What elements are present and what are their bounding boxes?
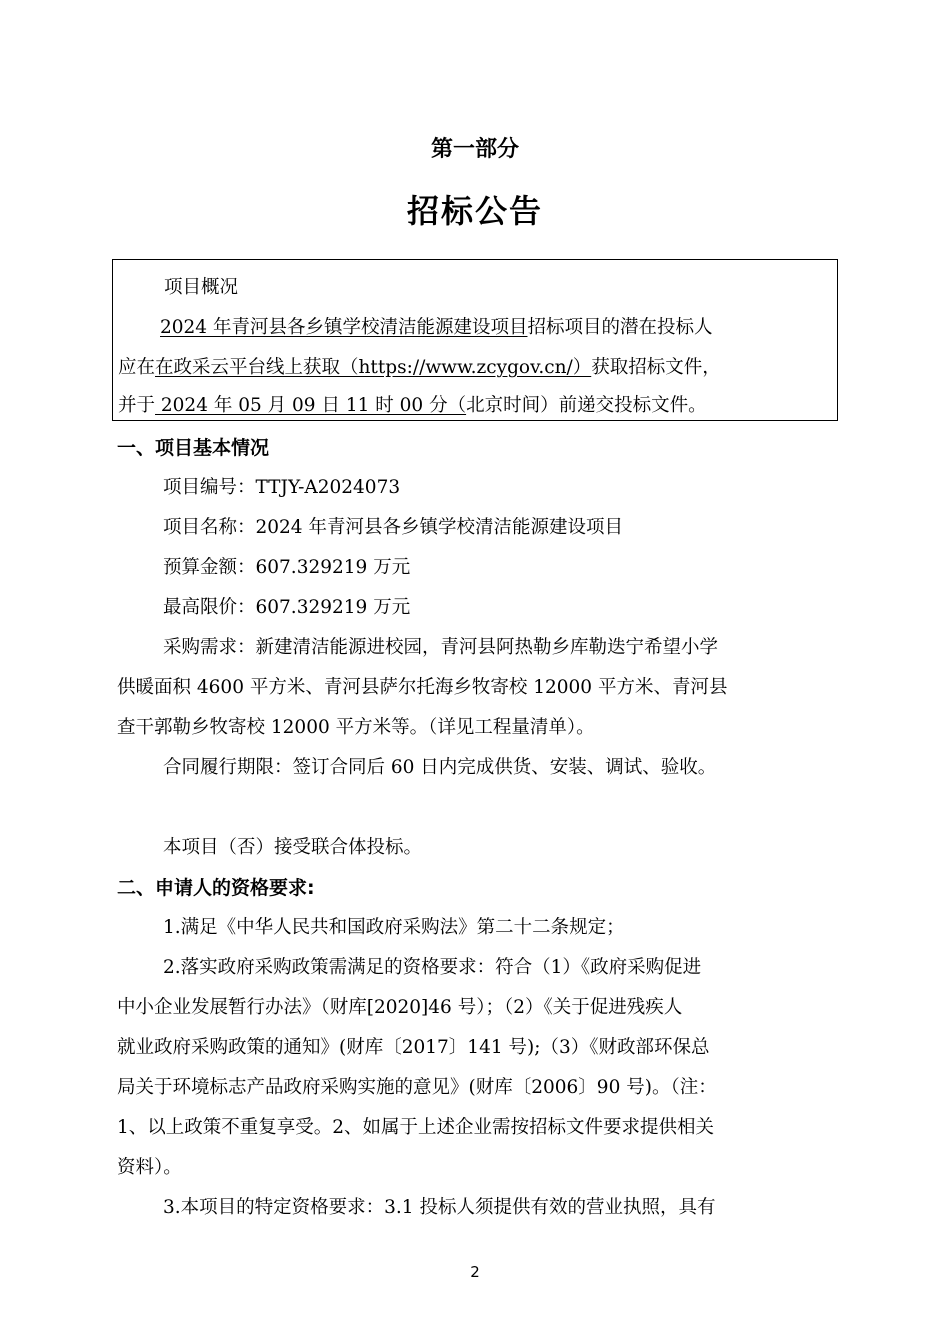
requirement-line-2: 供暖面积 4600 平方米、青河县萨尔托海乡牧寄校 12000 平方米、青河县 <box>117 677 728 698</box>
platform-link[interactable]: 在政采云平台线上获取（https://www.zcygov.cn/） <box>155 357 592 378</box>
qualification-item-2-line-3: 就业政府采购政策的通知》(财库〔2017〕141 号);（3）《财政部环保总 <box>117 1037 710 1058</box>
overview-text: 获取招标文件， <box>591 357 721 378</box>
qualification-item-2-line-4: 局关于环境标志产品政府采购实施的意见》(财库〔2006〕90 号)。（注： <box>117 1077 717 1098</box>
project-name: 项目名称：2024 年青河县各乡镇学校清洁能源建设项目 <box>163 517 623 538</box>
deadline-underlined: 2024 年 05 月 09 日 11 时 00 分（ <box>155 395 467 416</box>
overview-paragraph-line-2 <box>118 356 721 380</box>
document-title: 招标公告 <box>406 192 543 230</box>
qualification-item-2-line-2: 中小企业发展暂行办法》（财库[2020]46 号）；（2）《关于促进残疾人 <box>117 997 683 1018</box>
section-2-heading: 二、申请人的资格要求: <box>117 877 315 899</box>
qualification-item-2-line-5: 1、以上政策不重复享受。2、如属于上述企业需按招标文件要求提供相关 <box>117 1117 715 1138</box>
qualification-item-2-line-1: 2.落实政府采购政策需满足的资格要求：符合（1）《政府采购促进 <box>163 957 702 978</box>
overview-text: 应在 <box>118 357 156 378</box>
requirement-line-1: 采购需求：新建清洁能源进校园，青河县阿热勒乡库勒迭宁希望小学 <box>163 637 719 658</box>
budget-amount: 预算金额：607.329219 万元 <box>163 557 411 578</box>
section-1-heading: 一、项目基本情况 <box>117 437 270 459</box>
contract-period: 合同履行期限：签订合同后 60 日内完成供货、安装、调试、验收。 <box>163 757 717 778</box>
overview-paragraph-line-1 <box>160 316 712 340</box>
part-label: 第一部分 <box>430 137 519 162</box>
project-overview-box <box>112 259 838 421</box>
overview-text: 并于 <box>118 395 156 416</box>
page-number: 2 <box>470 1263 480 1281</box>
consortium-statement: 本项目（否）接受联合体投标。 <box>163 837 423 858</box>
overview-text: 北京时间）前递交投标文件。 <box>466 395 707 416</box>
overview-text: 招标项目的潜在投标人 <box>527 317 713 338</box>
qualification-item-1: 1.满足《中华人民共和国政府采购法》第二十二条规定； <box>163 917 625 938</box>
overview-paragraph-line-3 <box>118 394 707 418</box>
project-code: 项目编号：TTJY-A2024073 <box>163 477 401 498</box>
overview-heading: 项目概况 <box>164 277 239 298</box>
requirement-line-3: 查干郭勒乡牧寄校 12000 平方米等。（详见工程量清单）。 <box>117 717 595 738</box>
max-price: 最高限价：607.329219 万元 <box>163 597 411 618</box>
project-name-underlined: 2024 年青河县各乡镇学校清洁能源建设项目 <box>160 317 528 338</box>
qualification-item-2-line-6: 资料）。 <box>117 1157 182 1178</box>
qualification-item-3-line-1: 3.本项目的特定资格要求：3.1 投标人须提供有效的营业执照，具有 <box>163 1197 716 1218</box>
